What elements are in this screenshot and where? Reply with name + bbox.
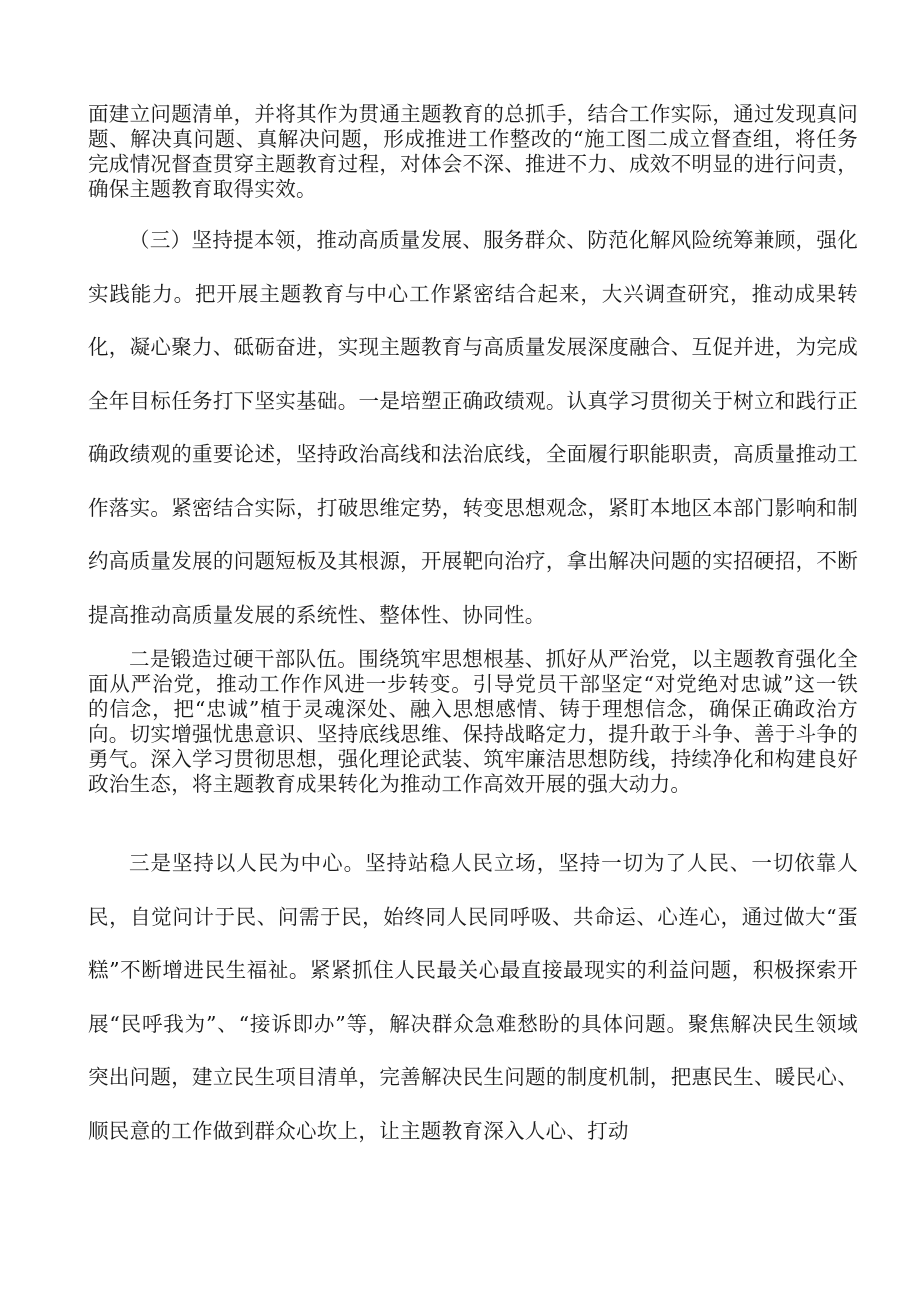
paragraph-point-three: 三是坚持以人民为中心。坚持站稳人民立场，坚持一切为了人民、一切依靠人民，自觉问计于民、问需于民，始终同人民同呼吸、共命运、心连心，通过做大“蛋糕”不断增进民生福祉。紧紧抓住人民最关心最直接最现实的利益问题，积极探索开展“民呼我为”、“接诉即办”等，解决群众急难愁盼的具体问题。聚焦解决民生领域突出问题，建立民生项目清单，完善解决民生问题的制度机制，把惠民生、暖民心、顺民意的工作做到群众心坎上，让主题教育深入人心、打动 <box>88 851 858 1143</box>
paragraph-section-three: （三）坚持提本领，推动高质量发展、服务群众、防范化解风险统筹兼顾，强化实践能力。把开展主题教育与中心工作紧密结合起来，大兴调查研究，推动成果转化，凝心聚力、砥砺奋进，实现主题教育与高质量发展深度融合、互促并进，为完成全年目标任务打下坚实基础。一是培塑正确政绩观。认真学习贯彻关于树立和践行正确政绩观的重要论述，坚持政治高线和法治底线，全面履行职能职责，高质量推动工作落实。紧密结合实际，打破思维定势，转变思想观念，紧盯本地区本部门影响和制约高质量发展的问题短板及其根源，开展靶向治疗，拿出解决问题的实招硬招，不断提高推动高质量发展的系统性、整体性、协同性。 <box>88 228 858 627</box>
paragraph-continuation: 面建立问题清单，并将其作为贯通主题教育的总抓手，结合工作实际，通过发现真问题、解决真问题、真解决问题，形成推进工作整改的“施工图二成立督查组，将任务完成情况督查贯穿主题教育过程，对体会不深、推进不力、成效不明显的进行问责，确保主题教育取得实效。 <box>88 102 858 201</box>
paragraph-point-two: 二是锻造过硬干部队伍。围绕筑牢思想根基、抓好从严治党，以主题教育强化全面从严治党，推动工作作风进一步转变。引导党员干部坚定“对党绝对忠诚”这一铁的信念，把“忠诚”植于灵魂深处、融入思想感情、铸于理想信念，确保正确政治方向。切实增强忧患意识、坚持底线思维、保持战略定力，提升敢于斗争、善于斗争的勇气。深入学习贯彻思想，强化理论武装、筑牢廉洁思想防线，持续净化和构建良好政治生态，将主题教育成果转化为推动工作高效开展的强大动力。 <box>88 647 858 796</box>
